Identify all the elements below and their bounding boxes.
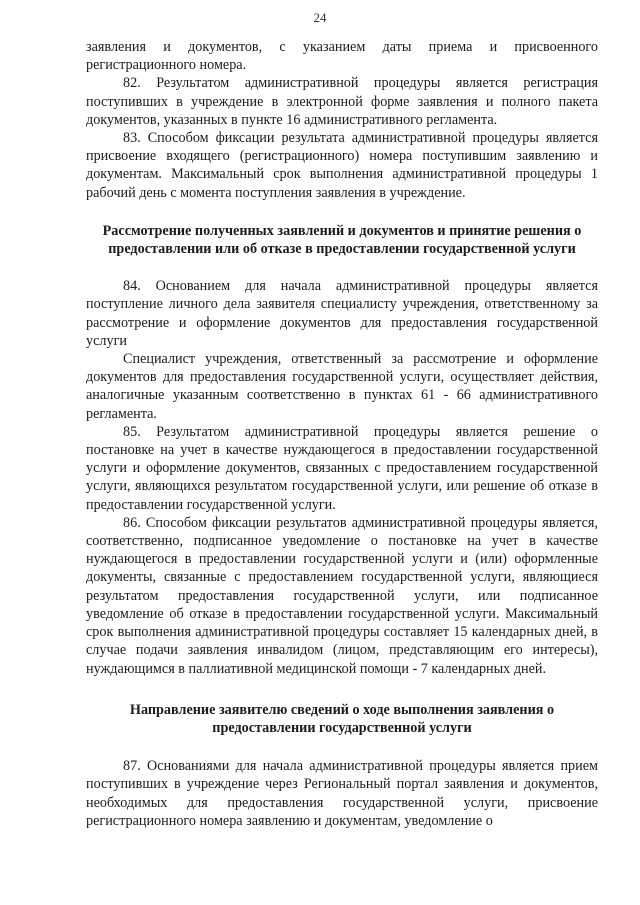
paragraph-82: 82. Результатом административной процедуры является регистрация поступивших в учреждение в электронной форме заявления и полного пакета документов, указанных в пункте 16 административного регламента. (86, 75, 598, 128)
paragraph-87: 87. Основаниями для начала административной процедуры является прием поступивших в учреждение через Региональный портал заявления и документов, необходимых для предоставления государственной услуги, присвоение регистрационного номера заявлению и документам, уведомление о (86, 758, 598, 829)
paragraph-86: 86. Способом фиксации результатов административной процедуры является, соответственно, подписанное уведомление о постановке на учет в качестве нуждающегося в предоставлении государственной услуги и (или) оформленные документы, связанные с предоставлением государственной услуги, являющиеся результатом предоставления государственной услуги, или подписанное уведомление об отказе в предоставлении государственной услуги. Максимальный срок выполнения административной процедуры составляет 15 календарных дней, в случае подачи заявления инвалидом (лицом, представляющим его интересы), нуждающимся в паллиативной медицинской помощи - 7 календарных дней. (86, 514, 598, 677)
document-body (86, 38, 598, 830)
section-heading-progress: Направление заявителю сведений о ходе выполнения заявления о предоставлении государственной услуги (129, 701, 555, 736)
section-heading-review: Рассмотрение полученных заявлений и документов и принятие решения о предоставлении или об отказе в предоставлении государственной услуги (102, 222, 582, 258)
paragraph-84: 84. Основанием для начала административной процедуры является поступление личного дела заявителя специалисту учреждения, ответственному за рассмотрение и оформление документов для предоставления государственной услуги (86, 278, 598, 349)
paragraph-83: 83. Способом фиксации результата административной процедуры является присвоение входящего (регистрационного) номера поступившим заявлению и документам. Максимальный срок выполнения административной процедуры 1 рабочий день с момента поступления заявления в учреждение. (86, 130, 598, 201)
paragraph-84-specialist: Специалист учреждения, ответственный за рассмотрение и оформление документов для предоставления государственной услуги, осуществляет действия, аналогичные указанным соответственно в пунктах 61 - 66 административного регламента. (86, 351, 598, 422)
paragraph-85: 85. Результатом административной процедуры является решение о постановке на учет в качестве нуждающегося в предоставлении государственной услуги и оформление документов, связанных с предоставлением государственной услуги, являющихся результатом государственной услуги, или решение об отказе в предоставлении государственной услуги. (86, 423, 598, 513)
page-number: 24 (313, 10, 327, 25)
paragraph-continuation: заявления и документов, с указанием даты приема и присвоенного регистрационного номера. (86, 39, 598, 74)
